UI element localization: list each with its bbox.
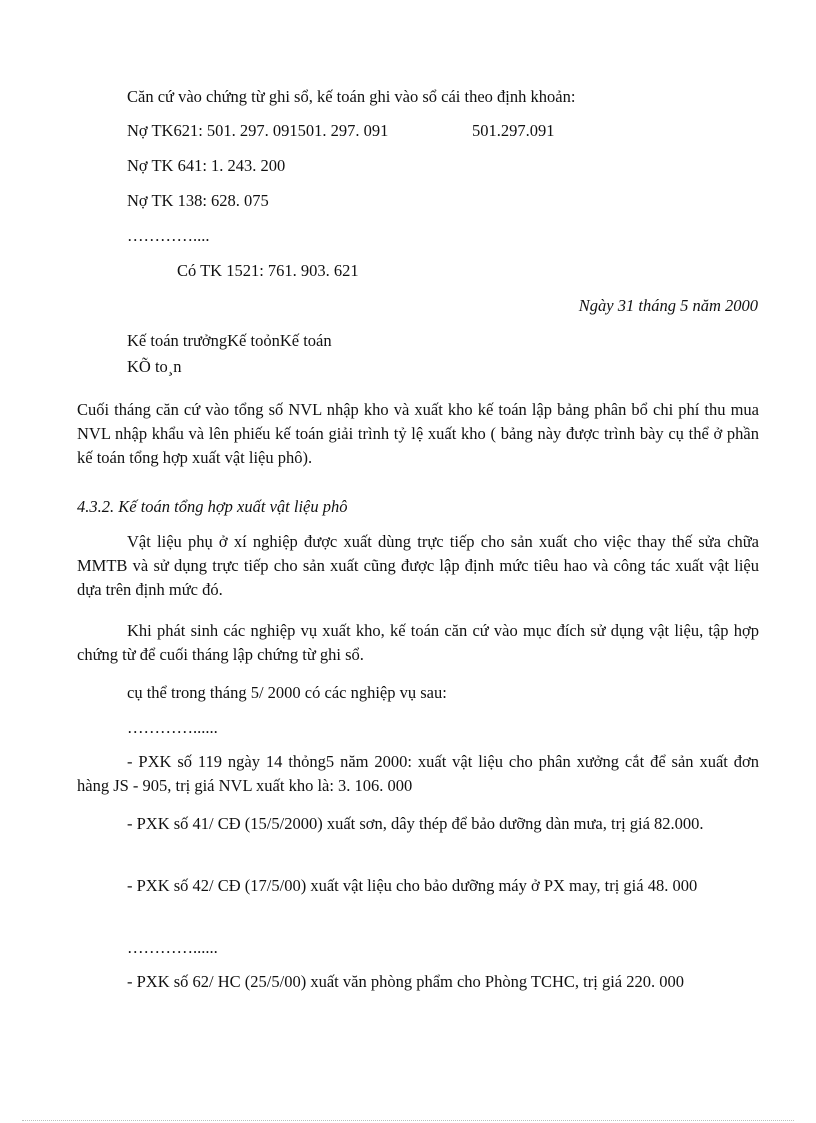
signature-line: Kế toán trưởngKế toỏnKế toán xyxy=(127,331,332,350)
list-item: - PXK số 42/ CĐ (17/5/00) xuất vật liệu cho bảo dưỡng máy ở PX may, trị giá 48. 000 xyxy=(127,876,698,895)
intro-line: Căn cứ vào chứng từ ghi sổ, kế toán ghi vào sổ cái theo định khoản: xyxy=(127,87,576,106)
footer-divider xyxy=(22,1120,794,1121)
list-item: - PXK số 41/ CĐ (15/5/2000) xuất sơn, dây thép để bảo dưỡng dàn mưa, trị giá 82.000. xyxy=(127,814,704,833)
list-item: - PXK số 119 ngày 14 thỏng5 năm 2000: xuất vật liệu cho phân xưởng cắt để sản xuất đơn hàng JS - 905, trị giá NVL xuất kho là: 3. 106. 000 xyxy=(77,752,759,795)
ellipsis-line: …………...... xyxy=(127,938,218,957)
summary-paragraph: Cuối tháng căn cứ vào tổng số NVL nhập kho và xuất kho kế toán lập bảng phân bổ chi phí thu mua NVL nhập khẩu và lên phiếu kế toán giải trình tỷ lệ xuất kho ( bảng này được trình bày cụ thể ở phần kế toán tổng hợp xuất vật liệu phô). xyxy=(77,400,759,467)
body-paragraph: Vật liệu phụ ở xí nghiệp được xuất dùng trực tiếp cho sản xuất cho việc thay thế sửa chữa MMTB và sử dụng trực tiếp cho sản xuất cũng được lập định mức tiêu hao và công tác xuất vật liệu dựa trên định mức đó. xyxy=(77,532,759,599)
body-paragraph: cụ thể trong tháng 5/ 2000 có các nghiệp vụ sau: xyxy=(127,683,447,702)
credit-entry-1521: Có TK 1521: 761. 903. 621 xyxy=(177,261,359,280)
ellipsis-line: …………...... xyxy=(127,718,218,737)
ellipsis-line: ………….... xyxy=(127,226,210,245)
section-heading: 4.3.2. Kế toán tổng hợp xuất vật liệu phô xyxy=(77,497,348,516)
debit-entry-138: Nợ TK 138: 628. 075 xyxy=(127,191,269,210)
list-item: - PXK số 62/ HC (25/5/00) xuất văn phòng phẩm cho Phòng TCHC, trị giá 220. 000 xyxy=(127,972,685,991)
body-paragraph: Khi phát sinh các nghiệp vụ xuất kho, kế toán căn cứ vào mục đích sử dụng vật liệu, tập hợp chứng từ để cuối tháng lập chứng từ ghi sổ. xyxy=(77,621,759,664)
debit-entry-641: Nợ TK 641: 1. 243. 200 xyxy=(127,156,286,175)
document-date: Ngày 31 tháng 5 năm 2000 xyxy=(578,296,758,315)
signature-line-garbled: KÕ to¸n xyxy=(127,357,182,376)
debit-entry-621-extra: 501.297.091 xyxy=(472,121,555,140)
debit-entry-621: Nợ TK621: 501. 297. 091501. 297. 091 xyxy=(127,121,389,140)
